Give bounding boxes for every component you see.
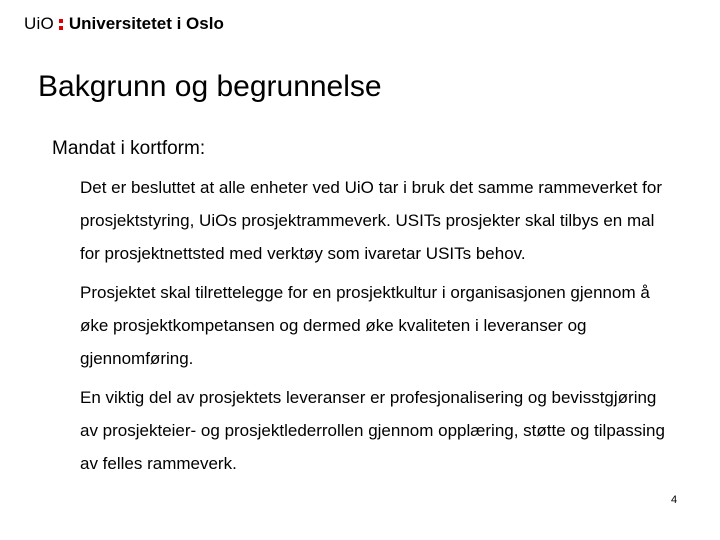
logo-abbreviation: UiO (24, 14, 54, 33)
uio-logo (24, 12, 224, 36)
paragraph-1: Det er besluttet at alle enheter ved UiO tar i bruk det samme rammeverket for prosjektstyring, UiOs prosjektrammeverk. USITs prosjekter skal tilbys en mal for prosjektnettsted med verktøy som ivaretar USITs behov. (80, 178, 663, 263)
page-number: 4 (671, 494, 678, 506)
logo-university-name: Universitetet i Oslo (68, 14, 224, 33)
slide-subtitle: Mandat i kortform: (52, 138, 206, 159)
logo-colon-mark (59, 19, 63, 30)
paragraph-3: En viktig del av prosjektets leveranser er profesjonalisering og bevisstgjøring av prosjekteier- og prosjektlederrollen gjennom opplæring, støtte og tilpassing av felles rammeverk. (80, 388, 665, 473)
slide-title: Bakgrunn og begrunnelse (38, 70, 382, 103)
paragraph-2: Prosjektet skal tilrettelegge for en prosjektkultur i organisasjonen gjennom å øke prosjektkompetansen og dermed øke kvaliteten i leveranser og gjennomføring. (80, 283, 650, 368)
body-paragraphs (80, 171, 670, 486)
